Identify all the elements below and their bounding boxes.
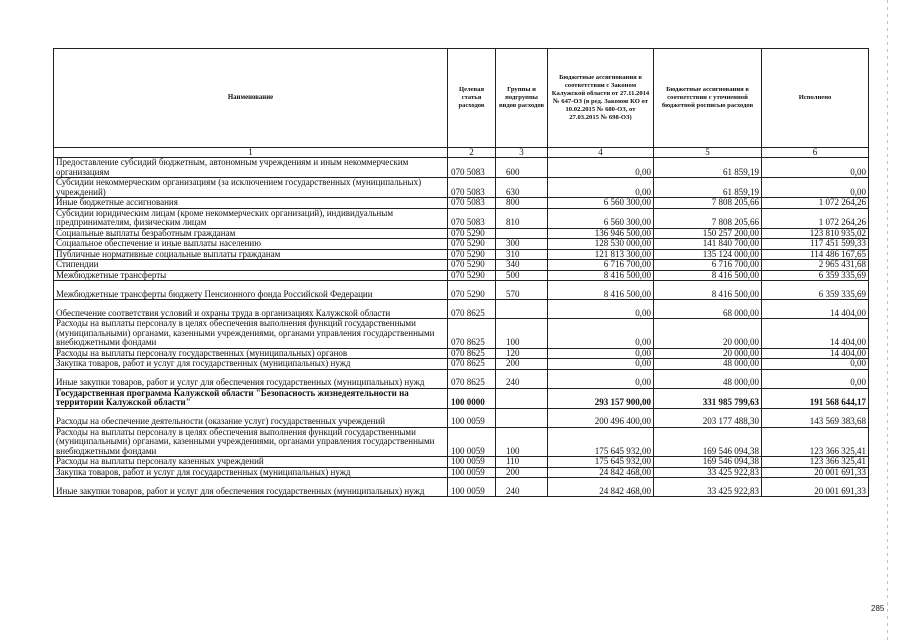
row-expense-group: 800 <box>496 198 548 209</box>
column-number: 4 <box>548 148 654 158</box>
row-budget-law: 6 716 700,00 <box>548 260 654 271</box>
row-executed: 6 359 335,69 <box>762 270 869 281</box>
row-budget-law: 8 416 500,00 <box>548 281 654 300</box>
row-target-article: 100 0000 <box>448 388 496 408</box>
row-target-article: 100 0059 <box>448 457 496 468</box>
table-row <box>54 369 869 388</box>
row-executed: 20 001 691,33 <box>762 467 869 478</box>
header-groups: Группы и подгруппы видов расходов <box>496 49 548 148</box>
row-executed: 20 001 691,33 <box>762 478 869 497</box>
row-expense-group: 500 <box>496 270 548 281</box>
row-expense-group: 100 <box>496 319 548 349</box>
row-expense-group: 200 <box>496 359 548 370</box>
row-executed: 1 072 264,26 <box>762 198 869 209</box>
row-executed: 123 366 325,41 <box>762 457 869 468</box>
row-budget-refined: 33 425 922,83 <box>654 467 762 478</box>
row-name: Расходы на выплаты персоналу в целях обеспечения выполнения функций государственными (муниципальными) органами, казенными учреждениями, органами управления государственными внебюджетными фондами <box>54 427 448 457</box>
row-budget-law: 0,00 <box>548 348 654 359</box>
table-row <box>54 408 869 427</box>
row-target-article: 070 5083 <box>448 208 496 228</box>
row-executed: 143 569 383,68 <box>762 408 869 427</box>
header-target-article: Целевая статья расходов <box>448 49 496 148</box>
column-number: 5 <box>654 148 762 158</box>
row-expense-group <box>496 388 548 408</box>
row-target-article: 070 5083 <box>448 158 496 178</box>
row-expense-group: 570 <box>496 281 548 300</box>
row-name: Обеспечение соответствия условий и охраны труда в организациях Калужской области <box>54 300 448 319</box>
row-budget-refined: 141 840 700,00 <box>654 239 762 250</box>
row-name: Расходы на выплаты персоналу государственных (муниципальных) органов <box>54 348 448 359</box>
row-target-article: 070 5083 <box>448 198 496 209</box>
row-budget-refined: 7 808 205,66 <box>654 208 762 228</box>
row-target-article: 070 8625 <box>448 369 496 388</box>
row-expense-group: 240 <box>496 369 548 388</box>
row-budget-law: 0,00 <box>548 158 654 178</box>
row-budget-refined: 33 425 922,83 <box>654 478 762 497</box>
row-budget-law: 8 416 500,00 <box>548 270 654 281</box>
row-target-article: 070 5290 <box>448 260 496 271</box>
row-budget-refined: 7 808 205,66 <box>654 198 762 209</box>
row-budget-law: 0,00 <box>548 319 654 349</box>
row-budget-law: 6 560 300,00 <box>548 198 654 209</box>
row-target-article: 100 0059 <box>448 427 496 457</box>
header-executed: Исполнено <box>762 49 869 148</box>
row-budget-refined: 169 546 094,38 <box>654 427 762 457</box>
table-row <box>54 427 869 457</box>
row-budget-law: 0,00 <box>548 359 654 370</box>
row-budget-refined: 8 416 500,00 <box>654 270 762 281</box>
row-executed: 114 486 167,65 <box>762 249 869 260</box>
row-name: Межбюджетные трансферты бюджету Пенсионного фонда Российской Федерации <box>54 281 448 300</box>
table-row <box>54 208 869 228</box>
row-name: Социальные выплаты безработным гражданам <box>54 228 448 239</box>
column-number: 2 <box>448 148 496 158</box>
row-budget-refined: 20 000,00 <box>654 319 762 349</box>
row-budget-law: 24 842 468,00 <box>548 478 654 497</box>
row-budget-law: 175 645 932,00 <box>548 427 654 457</box>
row-budget-refined: 61 859,19 <box>654 158 762 178</box>
table-row <box>54 239 869 250</box>
row-expense-group <box>496 408 548 427</box>
row-budget-refined: 135 124 000,00 <box>654 249 762 260</box>
row-budget-law: 6 560 300,00 <box>548 208 654 228</box>
row-budget-law: 24 842 468,00 <box>548 467 654 478</box>
row-name: Иные бюджетные ассигнования <box>54 198 448 209</box>
header-budget-law: Бюджетные ассигнования в соответствии с Законом Калужской области от 27.11.2014 № 647-ОЗ (в ред. Законов КО от 10.02.2015 № 680-ОЗ, от 27.03.2015 № 698-ОЗ) <box>548 49 654 148</box>
row-target-article: 070 5290 <box>448 281 496 300</box>
table-row <box>54 467 869 478</box>
row-expense-group: 300 <box>496 239 548 250</box>
row-executed: 123 810 935,02 <box>762 228 869 239</box>
row-name: Расходы на обеспечение деятельности (оказание услуг) государственных учреждений <box>54 408 448 427</box>
budget-table-wrapper <box>53 48 868 497</box>
row-name: Закупка товаров, работ и услуг для государственных (муниципальных) нужд <box>54 467 448 478</box>
row-target-article: 070 5290 <box>448 239 496 250</box>
row-name: Расходы на выплаты персоналу в целях обеспечения выполнения функций государственными (муниципальными) органами, казенными учреждениями, органами управления государственными внебюджетными фондами <box>54 319 448 349</box>
row-expense-group: 200 <box>496 467 548 478</box>
row-target-article: 070 5290 <box>448 228 496 239</box>
row-budget-law: 128 530 000,00 <box>548 239 654 250</box>
row-executed: 123 366 325,41 <box>762 427 869 457</box>
row-budget-refined: 203 177 488,30 <box>654 408 762 427</box>
row-budget-law: 293 157 900,00 <box>548 388 654 408</box>
table-row <box>54 300 869 319</box>
row-budget-refined: 61 859,19 <box>654 178 762 198</box>
row-target-article: 070 5083 <box>448 178 496 198</box>
header-budget-refined: Бюджетные ассигнования в соответствии с уточненной бюджетной росписью расходов <box>654 49 762 148</box>
row-name: Предоставление субсидий бюджетным, автономным учреждениям и иным некоммерческим организациям <box>54 158 448 178</box>
row-target-article: 070 8625 <box>448 319 496 349</box>
row-target-article: 070 8625 <box>448 300 496 319</box>
row-budget-refined: 8 416 500,00 <box>654 281 762 300</box>
row-name: Государственная программа Калужской области "Безопасность жизнедеятельности на территории Калужской области" <box>54 388 448 408</box>
row-target-article: 070 8625 <box>448 348 496 359</box>
row-executed: 6 359 335,69 <box>762 281 869 300</box>
row-expense-group <box>496 300 548 319</box>
row-budget-law: 121 813 300,00 <box>548 249 654 260</box>
row-executed: 14 404,00 <box>762 319 869 349</box>
row-expense-group: 310 <box>496 249 548 260</box>
page-number: 285 <box>871 604 885 613</box>
row-name: Субсидии юридическим лицам (кроме некоммерческих организаций), индивидуальным предпринимателям, физическим лицам <box>54 208 448 228</box>
table-row <box>54 348 869 359</box>
row-executed: 117 451 599,33 <box>762 239 869 250</box>
table-row <box>54 178 869 198</box>
column-number-row <box>54 148 869 158</box>
row-expense-group: 110 <box>496 457 548 468</box>
row-budget-refined: 150 257 200,00 <box>654 228 762 239</box>
row-name: Иные закупки товаров, работ и услуг для обеспечения государственных (муниципальных) нужд <box>54 369 448 388</box>
table-row <box>54 478 869 497</box>
column-number: 3 <box>496 148 548 158</box>
row-name: Межбюджетные трансферты <box>54 270 448 281</box>
row-budget-refined: 68 000,00 <box>654 300 762 319</box>
row-name: Расходы на выплаты персоналу казенных учреждений <box>54 457 448 468</box>
row-expense-group: 240 <box>496 478 548 497</box>
row-executed: 1 072 264,26 <box>762 208 869 228</box>
budget-table <box>53 48 869 497</box>
column-number: 1 <box>54 148 448 158</box>
row-executed: 2 965 431,68 <box>762 260 869 271</box>
row-expense-group: 340 <box>496 260 548 271</box>
table-row <box>54 158 869 178</box>
row-executed: 191 568 644,17 <box>762 388 869 408</box>
row-budget-law: 136 946 500,00 <box>548 228 654 239</box>
row-name: Субсидии некоммерческим организациям (за исключением государственных (муниципальных) учреждений) <box>54 178 448 198</box>
table-row <box>54 198 869 209</box>
row-budget-law: 175 645 932,00 <box>548 457 654 468</box>
row-budget-law: 200 496 400,00 <box>548 408 654 427</box>
row-expense-group: 630 <box>496 178 548 198</box>
table-row <box>54 388 869 408</box>
row-executed: 0,00 <box>762 369 869 388</box>
row-name: Иные закупки товаров, работ и услуг для обеспечения государственных (муниципальных) нужд <box>54 478 448 497</box>
row-budget-law: 0,00 <box>548 369 654 388</box>
row-budget-refined: 48 000,00 <box>654 369 762 388</box>
row-budget-refined: 169 546 094,38 <box>654 457 762 468</box>
row-executed: 0,00 <box>762 158 869 178</box>
row-expense-group: 810 <box>496 208 548 228</box>
table-row <box>54 228 869 239</box>
table-row <box>54 319 869 349</box>
row-executed: 0,00 <box>762 359 869 370</box>
row-expense-group: 100 <box>496 427 548 457</box>
row-budget-refined: 331 985 799,63 <box>654 388 762 408</box>
row-expense-group: 120 <box>496 348 548 359</box>
row-name: Социальное обеспечение и иные выплаты населению <box>54 239 448 250</box>
table-row <box>54 457 869 468</box>
row-executed: 0,00 <box>762 178 869 198</box>
row-budget-law: 0,00 <box>548 300 654 319</box>
row-name: Закупка товаров, работ и услуг для государственных (муниципальных) нужд <box>54 359 448 370</box>
table-row <box>54 281 869 300</box>
row-target-article: 100 0059 <box>448 478 496 497</box>
column-number: 6 <box>762 148 869 158</box>
row-executed: 14 404,00 <box>762 348 869 359</box>
table-row <box>54 359 869 370</box>
row-target-article: 100 0059 <box>448 408 496 427</box>
row-executed: 14 404,00 <box>762 300 869 319</box>
header-name: Наименование <box>54 49 448 148</box>
table-row <box>54 249 869 260</box>
row-expense-group <box>496 228 548 239</box>
table-row <box>54 260 869 271</box>
table-header-row <box>54 49 869 148</box>
row-expense-group: 600 <box>496 158 548 178</box>
table-body <box>54 158 869 497</box>
row-name: Стипендии <box>54 260 448 271</box>
row-target-article: 100 0059 <box>448 467 496 478</box>
row-budget-refined: 48 000,00 <box>654 359 762 370</box>
row-target-article: 070 5290 <box>448 270 496 281</box>
row-target-article: 070 8625 <box>448 359 496 370</box>
row-budget-refined: 6 716 700,00 <box>654 260 762 271</box>
row-budget-law: 0,00 <box>548 178 654 198</box>
row-target-article: 070 5290 <box>448 249 496 260</box>
table-row <box>54 270 869 281</box>
row-name: Публичные нормативные социальные выплаты гражданам <box>54 249 448 260</box>
row-budget-refined: 20 000,00 <box>654 348 762 359</box>
scan-edge-line <box>887 0 888 640</box>
